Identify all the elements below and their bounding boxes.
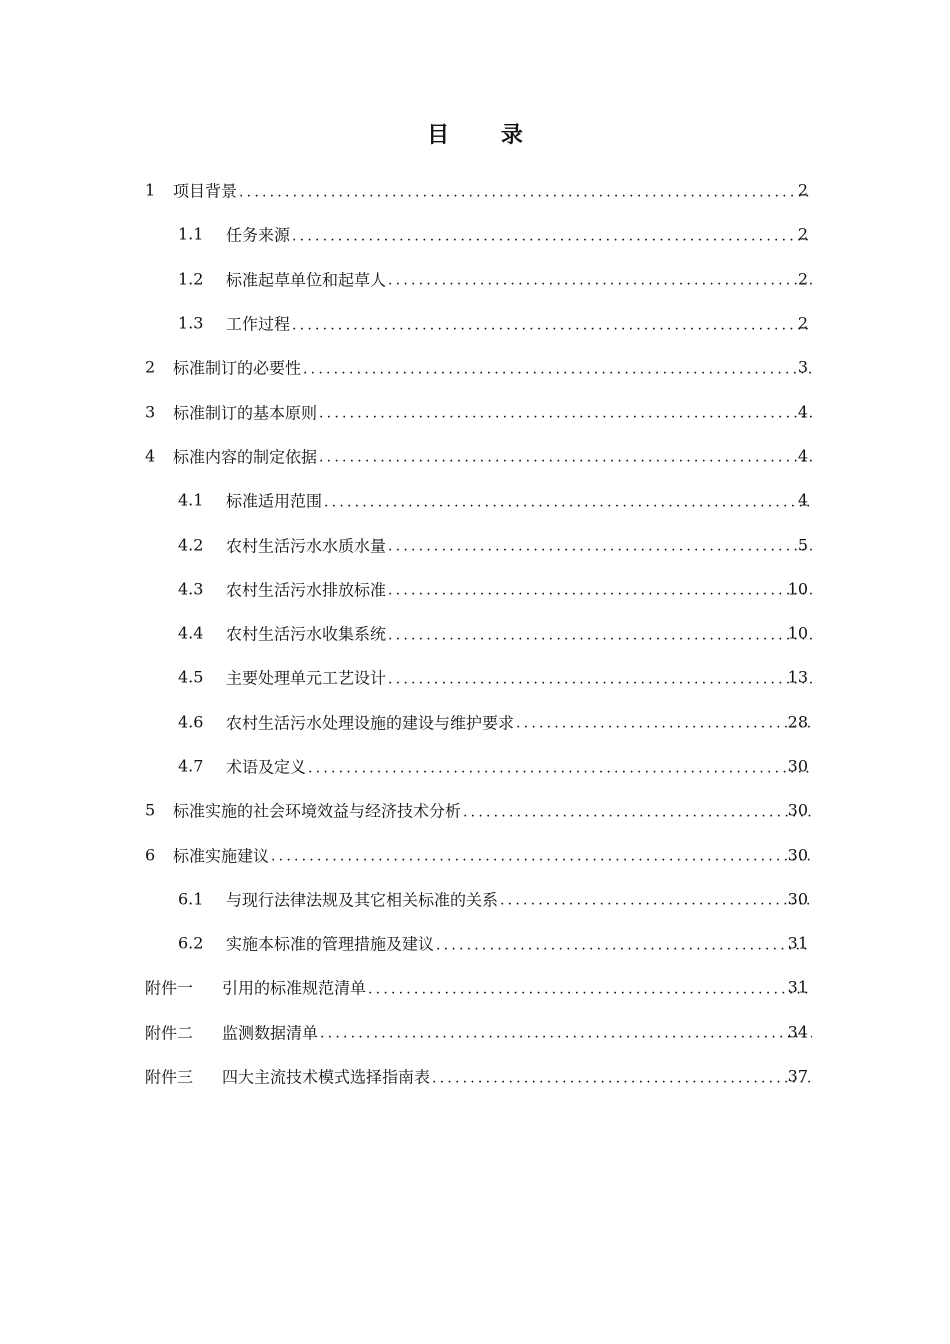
toc-entry-title: 任务来源 [226, 223, 292, 246]
toc-entry-label [173, 843, 812, 866]
toc-entry-title: 术语及定义 [226, 755, 308, 778]
toc-entry-page: 2 [797, 224, 808, 244]
toc-entry-number: 附件一 [145, 978, 194, 998]
toc-leader-dots [368, 982, 812, 996]
toc-leader-dots [388, 540, 812, 554]
toc-entry-title: 项目背景 [173, 179, 239, 202]
toc-entry[interactable] [0, 301, 950, 345]
toc-entry-title: 监测数据清单 [222, 1020, 320, 1043]
toc-entry-title: 与现行法律法规及其它相关标准的关系 [226, 887, 500, 910]
toc-leader-dots [432, 1071, 812, 1085]
page-title: 目 录 [427, 123, 545, 148]
toc-entry[interactable] [0, 921, 950, 965]
toc-entry[interactable] [0, 788, 950, 832]
toc-entry-page: 5 [797, 535, 808, 555]
toc-entry-number: 6.2 [178, 933, 204, 953]
toc-entry[interactable] [0, 700, 950, 744]
toc-leader-dots [500, 894, 812, 908]
toc-entry-number: 附件二 [145, 1023, 194, 1043]
toc-entry[interactable] [0, 877, 950, 921]
toc-entry-label [226, 622, 812, 645]
toc-entry[interactable] [0, 567, 950, 611]
toc-entry-label [226, 666, 812, 689]
toc-entry-number: 1.3 [178, 313, 204, 333]
toc-entry[interactable] [0, 478, 950, 522]
toc-entry[interactable] [0, 611, 950, 655]
toc-entry-number: 4.1 [178, 490, 204, 510]
toc-leader-dots [271, 850, 812, 864]
toc-entry-number: 4 [145, 446, 156, 466]
toc-entry-title: 实施本标准的管理措施及建议 [226, 932, 436, 955]
toc-entry[interactable] [0, 832, 950, 876]
toc-entry[interactable] [0, 744, 950, 788]
toc-entry-page: 30 [787, 889, 808, 909]
toc-leader-dots [320, 1027, 812, 1041]
toc-entry-number: 6.1 [178, 889, 204, 909]
toc-leader-dots [463, 805, 812, 819]
toc-entry-page: 10 [787, 623, 808, 643]
toc-entry-label [222, 976, 812, 999]
toc-entry-page: 34 [787, 1022, 808, 1042]
toc-leader-dots [436, 938, 812, 952]
toc-entry-title: 标准制订的必要性 [173, 356, 303, 379]
toc-entry-label [226, 932, 812, 955]
toc-entry-label [226, 223, 812, 246]
toc-entry-number: 4.3 [178, 579, 204, 599]
toc-leader-dots [388, 672, 812, 686]
toc-entry[interactable] [0, 257, 950, 301]
toc-leader-dots [516, 717, 812, 731]
toc-entry-number: 3 [145, 402, 156, 422]
toc-entry-label [222, 1065, 812, 1088]
toc-entry-title: 农村生活污水排放标准 [226, 577, 388, 600]
toc-entry-title: 农村生活污水水质水量 [226, 533, 388, 556]
toc-leader-dots [303, 362, 812, 376]
toc-entry-title: 标准内容的制定依据 [173, 444, 319, 467]
toc-entry[interactable] [0, 434, 950, 478]
toc-leader-dots [319, 451, 812, 465]
toc-entry[interactable] [0, 1010, 950, 1054]
toc-entry-number: 附件三 [145, 1067, 194, 1087]
toc-entry-page: 30 [787, 845, 808, 865]
toc-entry-number: 1.1 [178, 224, 204, 244]
toc-entry-page: 30 [787, 756, 808, 776]
toc-entry-page: 28 [787, 712, 808, 732]
toc-entry-title: 工作过程 [226, 312, 292, 335]
toc-entry-label [173, 356, 812, 379]
toc-leader-dots [319, 407, 812, 421]
toc-entry-title: 标准起草单位和起草人 [226, 267, 388, 290]
toc-entry-page: 13 [787, 667, 808, 687]
toc-entry-number: 5 [145, 800, 156, 820]
toc-entry-number: 2 [145, 357, 156, 377]
toc-entry-label [226, 267, 812, 290]
toc-entry-label [226, 312, 812, 335]
toc-entry-page: 37 [787, 1066, 808, 1086]
toc-entry-title: 标准实施的社会环境效益与经济技术分析 [173, 799, 463, 822]
toc-entry-number: 4.6 [178, 712, 204, 732]
toc-entry-number: 1.2 [178, 269, 204, 289]
toc-entry-label [173, 444, 812, 467]
toc-entry-label [226, 710, 812, 733]
toc-entry-page: 31 [787, 977, 808, 997]
toc-entry[interactable] [0, 1054, 950, 1098]
toc-leader-dots [308, 761, 812, 775]
toc-entry[interactable] [0, 212, 950, 256]
toc-entry-page: 31 [787, 933, 808, 953]
toc-entry-page: 2 [797, 269, 808, 289]
toc-entry-title: 标准制订的基本原则 [173, 400, 319, 423]
toc-leader-dots [388, 628, 812, 642]
toc-entry-number: 1 [145, 180, 156, 200]
toc-entry[interactable] [0, 345, 950, 389]
toc-entry-page: 4 [797, 402, 808, 422]
toc-entry-title: 农村生活污水收集系统 [226, 622, 388, 645]
toc-entry-title: 引用的标准规范清单 [222, 976, 368, 999]
toc-entry[interactable] [0, 965, 950, 1009]
toc-entry-number: 4.7 [178, 756, 204, 776]
toc-entry-page: 4 [797, 490, 808, 510]
toc-leader-dots [292, 318, 812, 332]
toc-leader-dots [388, 584, 812, 598]
toc-entry[interactable] [0, 522, 950, 566]
toc-entry-page: 2 [797, 313, 808, 333]
toc-entry-number: 4.4 [178, 623, 204, 643]
toc-entry-number: 4.2 [178, 535, 204, 555]
toc-entry-label [226, 755, 812, 778]
toc-entry-label [222, 1020, 812, 1043]
toc-entry-page: 10 [787, 579, 808, 599]
toc-entry-label [173, 799, 812, 822]
toc-leader-dots [388, 274, 812, 288]
toc-entry-label [226, 577, 812, 600]
toc-entry-title: 农村生活污水处理设施的建设与维护要求 [226, 710, 516, 733]
toc-entry-label [173, 400, 812, 423]
toc-entry-title: 标准适用范围 [226, 489, 324, 512]
toc-entry-title: 四大主流技术模式选择指南表 [222, 1065, 432, 1088]
toc-entry[interactable] [0, 655, 950, 699]
table-of-contents [0, 168, 950, 1098]
toc-entry[interactable] [0, 168, 950, 212]
toc-entry-title: 主要处理单元工艺设计 [226, 666, 388, 689]
toc-entry-label [226, 533, 812, 556]
toc-entry-label [226, 489, 812, 512]
toc-entry[interactable] [0, 389, 950, 433]
toc-entry-number: 6 [145, 845, 156, 865]
toc-leader-dots [239, 185, 812, 199]
toc-entry-page: 30 [787, 800, 808, 820]
toc-leader-dots [292, 229, 812, 243]
toc-entry-title: 标准实施建议 [173, 843, 271, 866]
toc-entry-page: 3 [797, 357, 808, 377]
toc-entry-label [173, 179, 812, 202]
toc-entry-number: 4.5 [178, 667, 204, 687]
toc-entry-page: 2 [797, 180, 808, 200]
toc-leader-dots [324, 495, 812, 509]
toc-entry-label [226, 887, 812, 910]
toc-entry-page: 4 [797, 446, 808, 466]
